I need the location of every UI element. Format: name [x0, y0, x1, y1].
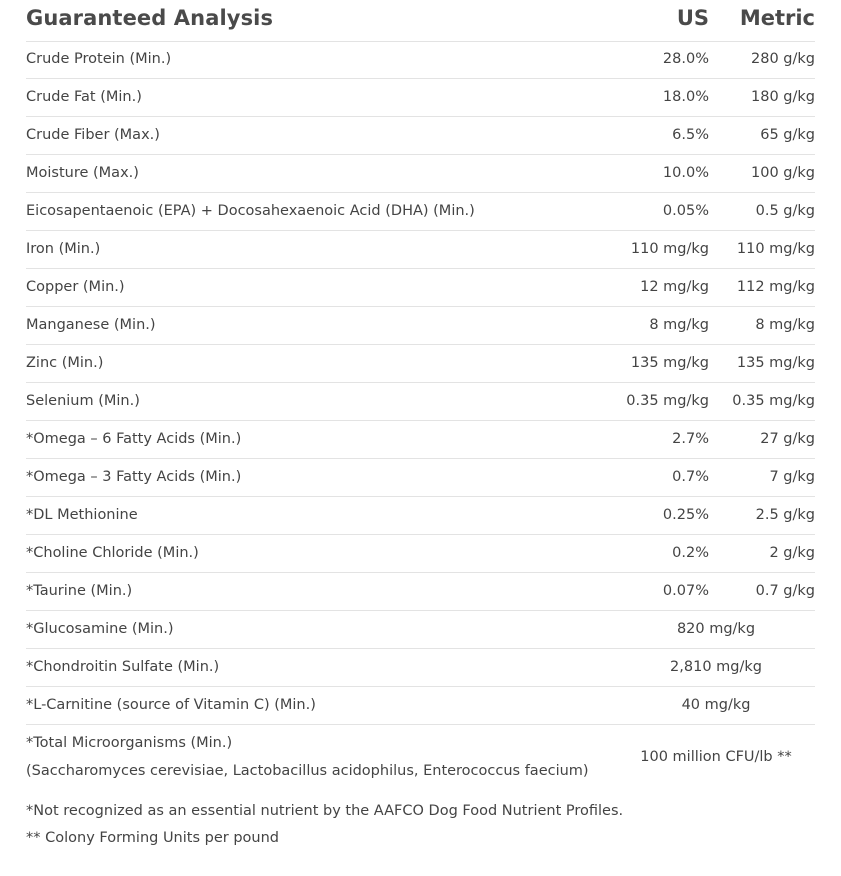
table-row	[26, 573, 815, 611]
metric-value: 0.5 g/kg	[755, 203, 815, 219]
us-value: 10.0%	[662, 165, 709, 181]
table-row-combined	[26, 649, 815, 687]
nutrient-label: Moisture (Max.)	[26, 165, 139, 181]
table-header	[26, 0, 815, 42]
table-row-combined	[26, 611, 815, 649]
nutrient-label: Iron (Min.)	[26, 241, 101, 257]
combined-value: 40 mg/kg	[681, 697, 751, 713]
nutrient-label: *Omega – 6 Fatty Acids (Min.)	[26, 431, 242, 447]
metric-value: 2 g/kg	[769, 545, 815, 561]
metric-value: 0.7 g/kg	[755, 583, 815, 599]
metric-value: 110 mg/kg	[736, 241, 815, 257]
table-row	[26, 383, 815, 421]
analysis-table	[26, 41, 815, 781]
nutrient-label: Eicosapentaenoic (EPA) + Docosahexaenoic Acid (DHA) (Min.)	[26, 203, 475, 219]
table-row	[26, 535, 815, 573]
us-value: 18.0%	[662, 89, 709, 105]
us-value: 12 mg/kg	[640, 279, 709, 295]
metric-value: 180 g/kg	[751, 89, 815, 105]
nutrient-label: *L-Carnitine (source of Vitamin C) (Min.)	[26, 697, 316, 713]
table-row	[26, 155, 815, 193]
table-row	[26, 41, 815, 79]
us-value: 28.0%	[662, 51, 709, 67]
nutrient-label: Selenium (Min.)	[26, 393, 140, 409]
table-row	[26, 497, 815, 535]
nutrient-label: *Chondroitin Sulfate (Min.)	[26, 659, 220, 675]
nutrient-sublabel: (Saccharomyces cerevisiae, Lactobacillus acidophilus, Enterococcus faecium)	[26, 763, 589, 779]
metric-value: 280 g/kg	[751, 51, 815, 67]
nutrient-label: *Taurine (Min.)	[26, 583, 133, 599]
table-row	[26, 307, 815, 345]
us-value: 2.7%	[672, 431, 709, 447]
combined-value: 2,810 mg/kg	[670, 659, 762, 675]
us-value: 0.2%	[672, 545, 709, 561]
table-row	[26, 421, 815, 459]
table-row	[26, 79, 815, 117]
metric-value: 2.5 g/kg	[755, 507, 815, 523]
us-value: 0.25%	[662, 507, 709, 523]
page-title: Guaranteed Analysis	[26, 6, 274, 30]
table-row-microorganisms	[26, 725, 815, 781]
us-value: 135 mg/kg	[630, 355, 709, 371]
nutrient-label: Crude Fiber (Max.)	[26, 127, 160, 143]
table-row	[26, 193, 815, 231]
nutrient-label: Crude Fat (Min.)	[26, 89, 142, 105]
us-value: 8 mg/kg	[649, 317, 709, 333]
us-value: 110 mg/kg	[630, 241, 709, 257]
metric-value: 8 mg/kg	[755, 317, 815, 333]
nutrient-label: *Total Microorganisms (Min.)	[26, 735, 233, 751]
metric-value: 65 g/kg	[760, 127, 815, 143]
us-value: 6.5%	[672, 127, 709, 143]
nutrient-label: Copper (Min.)	[26, 279, 125, 295]
table-row	[26, 269, 815, 307]
us-value: 0.07%	[662, 583, 709, 599]
column-header-us: US	[676, 6, 709, 30]
nutrient-label: Manganese (Min.)	[26, 317, 156, 333]
combined-value: 100 million CFU/lb **	[640, 749, 792, 765]
table-row	[26, 345, 815, 383]
metric-value: 100 g/kg	[751, 165, 815, 181]
footnote-cfu: ** Colony Forming Units per pound	[26, 830, 279, 846]
nutrient-label: *Choline Chloride (Min.)	[26, 545, 199, 561]
us-value: 0.7%	[672, 469, 709, 485]
metric-value: 112 mg/kg	[736, 279, 815, 295]
metric-value: 0.35 mg/kg	[732, 393, 815, 409]
metric-value: 7 g/kg	[769, 469, 815, 485]
metric-value: 135 mg/kg	[736, 355, 815, 371]
table-row	[26, 117, 815, 155]
table-row	[26, 231, 815, 269]
table-row	[26, 459, 815, 497]
nutrient-label: *DL Methionine	[26, 507, 138, 523]
nutrient-label: Crude Protein (Min.)	[26, 51, 172, 67]
metric-value: 27 g/kg	[760, 431, 815, 447]
footnote-aafco: *Not recognized as an essential nutrient by the AAFCO Dog Food Nutrient Profiles.	[26, 803, 624, 819]
nutrient-label: Zinc (Min.)	[26, 355, 104, 371]
table-row-combined	[26, 687, 815, 725]
combined-value: 820 mg/kg	[676, 621, 756, 637]
nutrient-label: *Glucosamine (Min.)	[26, 621, 174, 637]
us-value: 0.35 mg/kg	[626, 393, 709, 409]
column-header-metric: Metric	[739, 6, 815, 30]
us-value: 0.05%	[662, 203, 709, 219]
nutrient-label: *Omega – 3 Fatty Acids (Min.)	[26, 469, 242, 485]
footnotes	[26, 803, 623, 857]
